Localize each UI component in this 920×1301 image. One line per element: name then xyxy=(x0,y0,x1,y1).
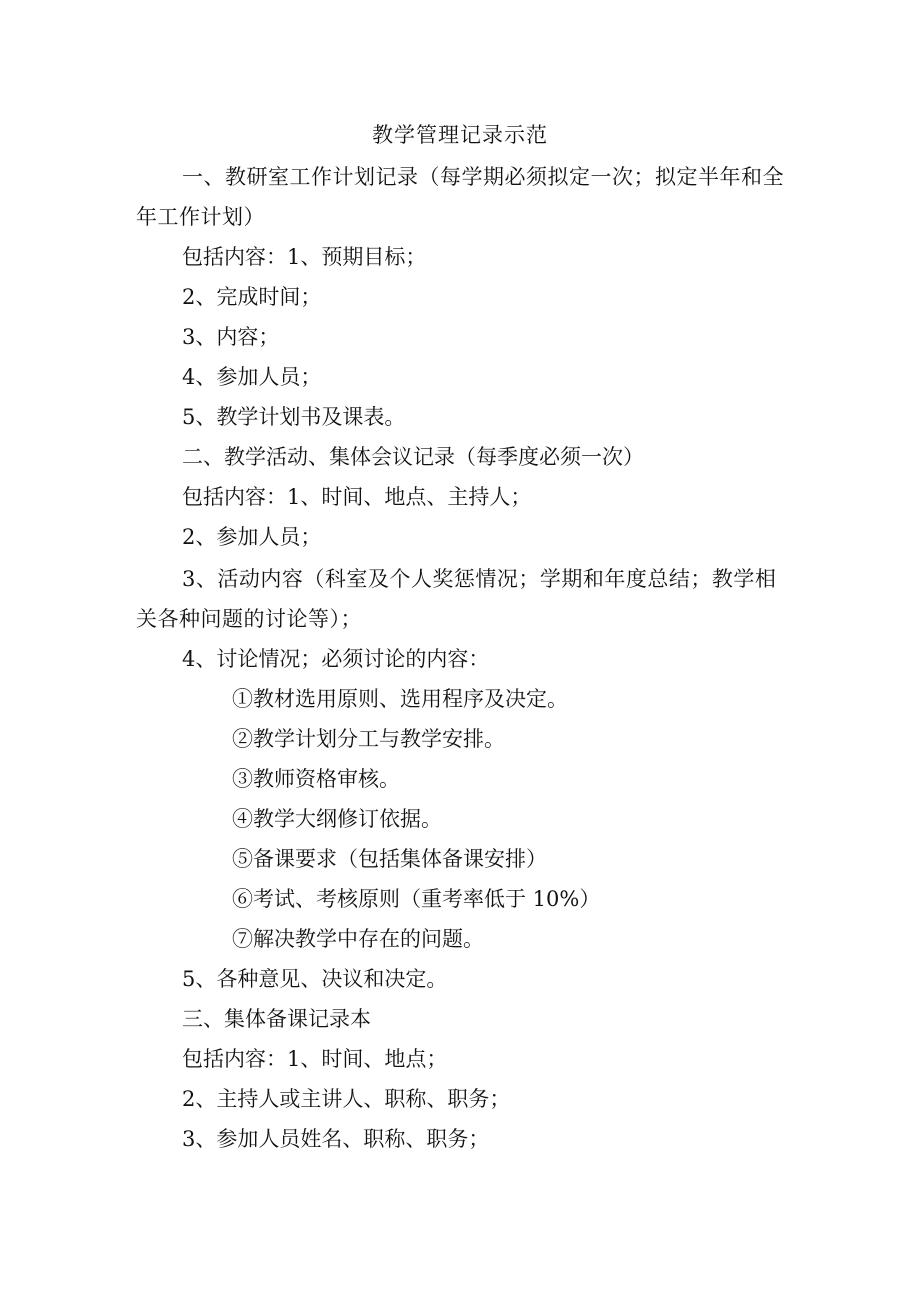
section-1-heading: 一、教研室工作计划记录（每学期必须拟定一次；拟定半年和全年工作计划） xyxy=(136,165,784,229)
discussion-sub-item: ③教师资格审核。 xyxy=(232,767,400,791)
discussion-sub-item: ⑦解决教学中存在的问题。 xyxy=(232,927,484,951)
section-3-heading: 三、集体备课记录本 xyxy=(182,1007,371,1031)
discussion-sub-item: ②教学计划分工与教学安排。 xyxy=(232,727,505,751)
section-2-item: 包括内容：1、时间、地点、主持人； xyxy=(182,485,532,509)
section-2-item-4: 4、讨论情况；必须讨论的内容： xyxy=(182,647,490,671)
discussion-sub-item: ⑥考试、考核原则（重考率低于 10%） xyxy=(232,887,601,911)
discussion-sub-item: ⑤备课要求（包括集体备课安排） xyxy=(232,847,547,871)
section-2-item-3: 3、活动内容（科室及个人奖惩情况；学期和年度总结；教学相关各种问题的讨论等）； xyxy=(136,567,777,631)
discussion-sub-item: ④教学大纲修订依据。 xyxy=(232,807,442,831)
document-title: 教学管理记录示范 xyxy=(372,123,548,147)
section-1-item: 2、完成时间； xyxy=(182,285,322,309)
section-3-item: 包括内容：1、时间、地点； xyxy=(182,1047,448,1071)
section-1-item: 5、教学计划书及课表。 xyxy=(182,405,406,429)
discussion-sub-item: ①教材选用原则、选用程序及决定。 xyxy=(232,687,568,711)
section-2-item-5: 5、各种意见、决议和决定。 xyxy=(182,967,448,991)
section-3-item: 3、参加人员姓名、职称、职务； xyxy=(182,1127,490,1151)
section-2-item: 2、参加人员； xyxy=(182,525,322,549)
section-1-item: 3、内容； xyxy=(182,325,280,349)
section-3-item: 2、主持人或主讲人、职称、职务； xyxy=(182,1087,511,1111)
section-1-item: 4、参加人员； xyxy=(182,365,322,389)
section-1-item: 包括内容：1、预期目标； xyxy=(182,245,427,269)
section-2-heading: 二、教学活动、集体会议记录（每季度必须一次） xyxy=(182,445,644,469)
